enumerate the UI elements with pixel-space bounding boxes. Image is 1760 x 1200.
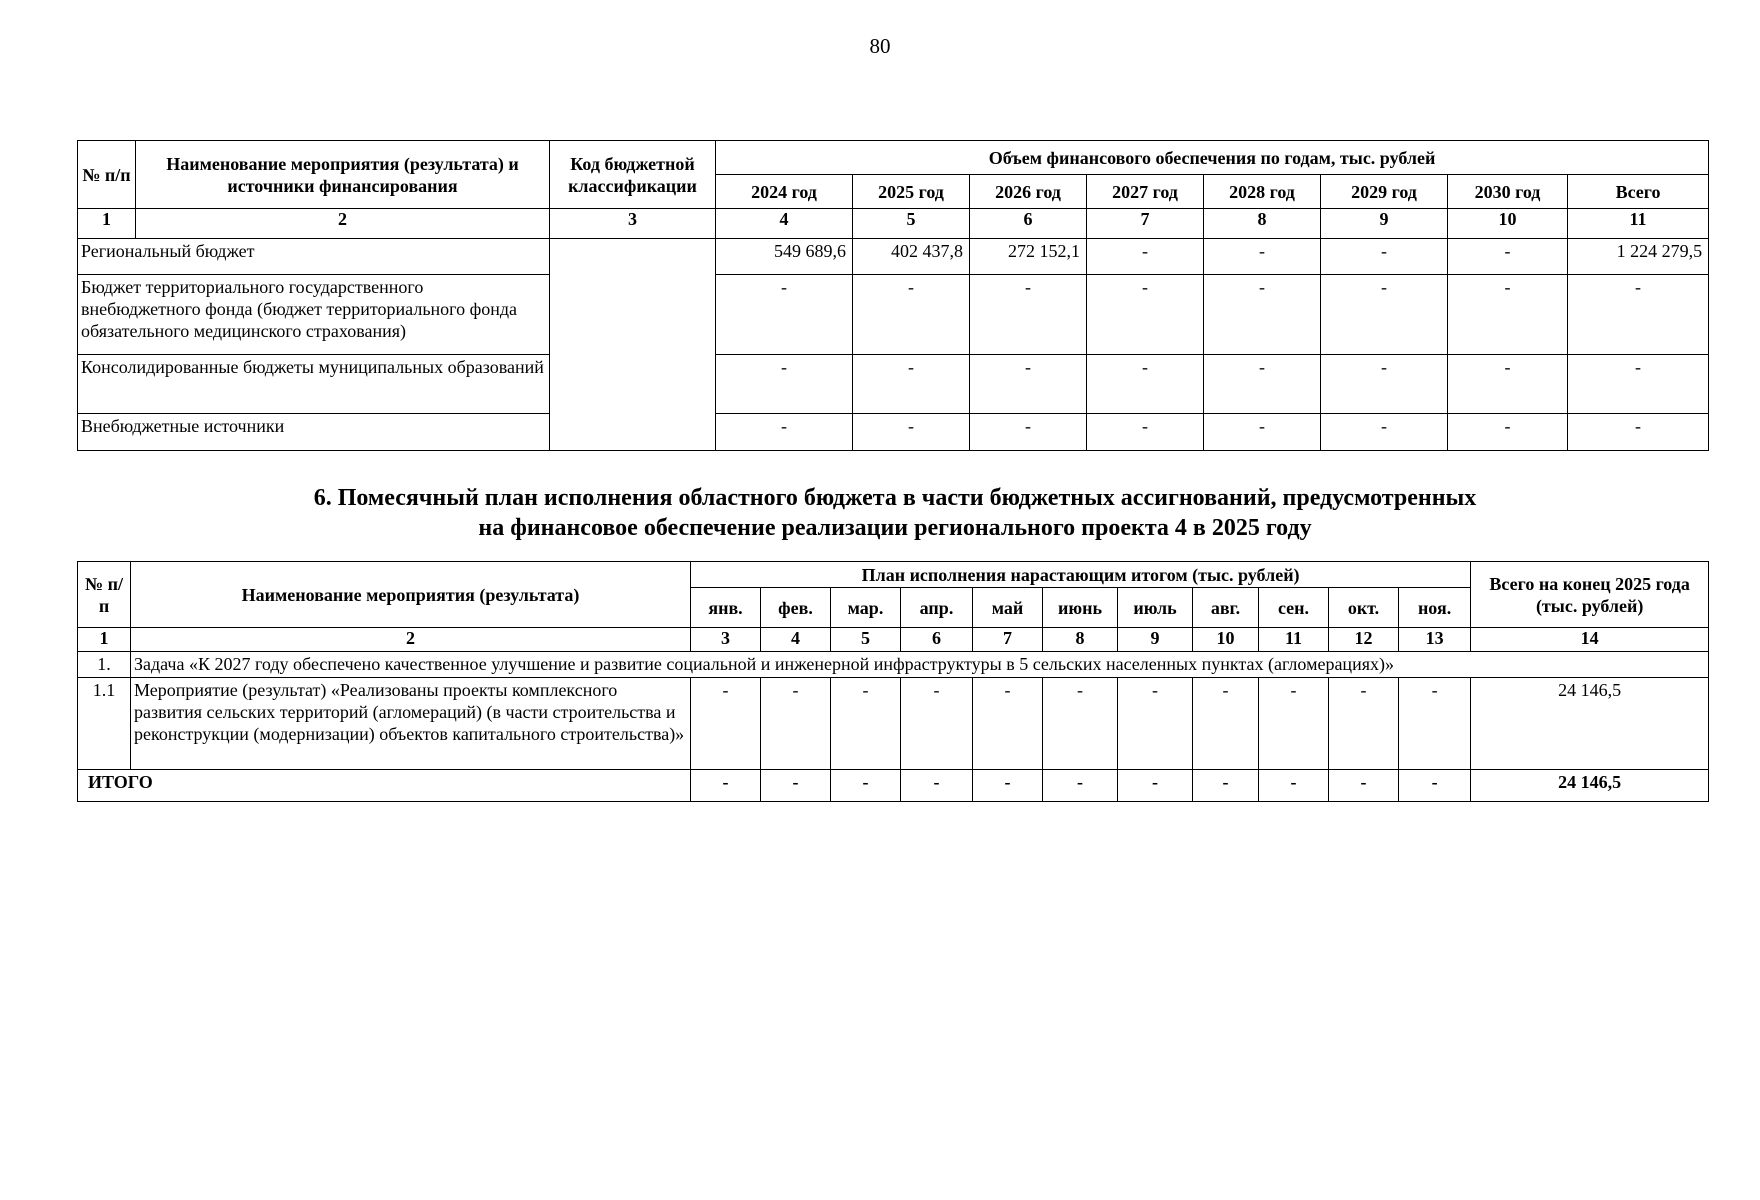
header-month: янв. (691, 588, 761, 628)
index-cell: 4 (716, 209, 853, 239)
month-value: - (1329, 678, 1399, 770)
index-cell: 1 (78, 209, 136, 239)
header-month: авг. (1193, 588, 1259, 628)
financing-table (77, 140, 1709, 451)
value-cell: - (716, 414, 853, 451)
month-value: - (1193, 770, 1259, 802)
month-value: - (973, 770, 1043, 802)
index-cell: 8 (1204, 209, 1321, 239)
header-month: июнь (1043, 588, 1118, 628)
header-month: апр. (901, 588, 973, 628)
header-plan: План исполнения нарастающим итогом (тыс. рублей) (691, 562, 1471, 588)
header-no: № п/п (78, 141, 136, 209)
value-cell: - (970, 414, 1087, 451)
value-cell: - (853, 414, 970, 451)
month-value: - (691, 770, 761, 802)
source-name: Региональный бюджет (78, 239, 550, 275)
index-cell: 10 (1193, 628, 1259, 652)
value-cell: - (1321, 275, 1448, 355)
value-cell: - (1448, 239, 1568, 275)
value-cell: - (1087, 355, 1204, 414)
task-text: Задача «К 2027 году обеспечено качественное улучшение и развитие социальной и инженерной инфраструктуры в 5 сельских населенных пунктах (агломерациях)» (131, 652, 1709, 678)
header-month: фев. (761, 588, 831, 628)
index-cell: 5 (831, 628, 901, 652)
month-value: - (1193, 678, 1259, 770)
month-value: - (761, 678, 831, 770)
month-value: - (1259, 770, 1329, 802)
total-label: ИТОГО (78, 770, 691, 802)
index-cell: 4 (761, 628, 831, 652)
month-value: - (1329, 770, 1399, 802)
index-cell: 11 (1259, 628, 1329, 652)
index-cell: 3 (691, 628, 761, 652)
header-total: Всего (1568, 175, 1709, 209)
value-cell: 402 437,8 (853, 239, 970, 275)
task-no: 1. (78, 652, 131, 678)
budget-code-cell (550, 239, 716, 451)
value-cell: - (1568, 414, 1709, 451)
index-cell: 2 (131, 628, 691, 652)
value-cell: - (1321, 355, 1448, 414)
value-cell: - (1448, 414, 1568, 451)
section-title-line: 6. Помесячный план исполнения областного бюджета в части бюджетных ассигнований, предусмотренных (313, 485, 1477, 511)
index-cell: 7 (973, 628, 1043, 652)
value-cell: 1 224 279,5 (1568, 239, 1709, 275)
value-cell: - (1204, 275, 1321, 355)
measure-row (78, 678, 1709, 770)
table-row (78, 355, 1709, 414)
header-no: № п/п (78, 562, 131, 628)
month-value: - (901, 770, 973, 802)
month-value: - (691, 678, 761, 770)
header-code: Код бюджетной классификации (550, 141, 716, 209)
value-cell: - (1568, 275, 1709, 355)
page-number: 80 (869, 34, 891, 58)
value-cell: - (1321, 239, 1448, 275)
value-cell: - (1568, 355, 1709, 414)
value-cell: - (1448, 275, 1568, 355)
value-cell: - (1204, 414, 1321, 451)
value-cell: - (1204, 239, 1321, 275)
table-row (78, 239, 1709, 275)
index-cell: 14 (1471, 628, 1709, 652)
month-value: - (1043, 678, 1118, 770)
header-month: ноя. (1399, 588, 1471, 628)
header-name: Наименование мероприятия (результата) и источники финансирования (136, 141, 550, 209)
index-cell: 10 (1448, 209, 1568, 239)
source-name: Консолидированные бюджеты муниципальных образований (78, 355, 550, 414)
month-value: - (761, 770, 831, 802)
value-cell: - (1087, 239, 1204, 275)
value-cell: 272 152,1 (970, 239, 1087, 275)
month-value: - (1259, 678, 1329, 770)
month-value: - (1399, 770, 1471, 802)
value-cell: 549 689,6 (716, 239, 853, 275)
index-cell: 11 (1568, 209, 1709, 239)
value-cell: - (1321, 414, 1448, 451)
index-cell: 6 (970, 209, 1087, 239)
index-cell: 9 (1321, 209, 1448, 239)
value-cell: - (716, 275, 853, 355)
monthly-plan-table (77, 561, 1709, 802)
value-cell: - (1448, 355, 1568, 414)
header-month: мар. (831, 588, 901, 628)
header-year: 2025 год (853, 175, 970, 209)
value-cell: - (970, 275, 1087, 355)
value-cell: - (853, 275, 970, 355)
header-volume: Объем финансового обеспечения по годам, тыс. рублей (716, 141, 1709, 175)
header-month: сен. (1259, 588, 1329, 628)
header-year: 2030 год (1448, 175, 1568, 209)
value-cell: - (1087, 414, 1204, 451)
month-value: - (1118, 770, 1193, 802)
month-value: - (1118, 678, 1193, 770)
index-row (78, 209, 1709, 239)
index-cell: 8 (1043, 628, 1118, 652)
header-year: 2024 год (716, 175, 853, 209)
measure-text: Мероприятие (результат) «Реализованы проекты комплексного развития сельских территорий (агломераций) (в части строительства и реконструкции (модернизации) объектов капитального строительства)» (131, 678, 691, 770)
grand-total: 24 146,5 (1471, 770, 1709, 802)
index-cell: 6 (901, 628, 973, 652)
header-month: июль (1118, 588, 1193, 628)
value-cell: - (853, 355, 970, 414)
index-cell: 9 (1118, 628, 1193, 652)
month-value: - (831, 678, 901, 770)
header-month: май (973, 588, 1043, 628)
value-cell: - (970, 355, 1087, 414)
header-name: Наименование мероприятия (результата) (131, 562, 691, 628)
index-cell: 7 (1087, 209, 1204, 239)
section-title-line: на финансовое обеспечение реализации регионального проекта 4 в 2025 году (478, 515, 1312, 541)
header-year: 2029 год (1321, 175, 1448, 209)
month-value: - (831, 770, 901, 802)
header-year: 2028 год (1204, 175, 1321, 209)
header-year: 2026 год (970, 175, 1087, 209)
task-row (78, 652, 1709, 678)
measure-no: 1.1 (78, 678, 131, 770)
total-row (78, 770, 1709, 802)
index-cell: 13 (1399, 628, 1471, 652)
month-value: - (1043, 770, 1118, 802)
measure-total: 24 146,5 (1471, 678, 1709, 770)
index-cell: 12 (1329, 628, 1399, 652)
table-row (78, 414, 1709, 451)
value-cell: - (1087, 275, 1204, 355)
index-cell: 1 (78, 628, 131, 652)
month-value: - (901, 678, 973, 770)
header-month: окт. (1329, 588, 1399, 628)
index-cell: 3 (550, 209, 716, 239)
month-value: - (1399, 678, 1471, 770)
index-row (78, 628, 1709, 652)
index-cell: 2 (136, 209, 550, 239)
table-row (78, 275, 1709, 355)
value-cell: - (716, 355, 853, 414)
header-total: Всего на конец 2025 года (тыс. рублей) (1471, 562, 1709, 628)
index-cell: 5 (853, 209, 970, 239)
header-year: 2027 год (1087, 175, 1204, 209)
source-name: Бюджет территориального государственного внебюджетного фонда (бюджет территориального фонда обязательного медицинского страхования) (78, 275, 550, 355)
section-heading (0, 483, 1760, 543)
value-cell: - (1204, 355, 1321, 414)
month-value: - (973, 678, 1043, 770)
source-name: Внебюджетные источники (78, 414, 550, 451)
